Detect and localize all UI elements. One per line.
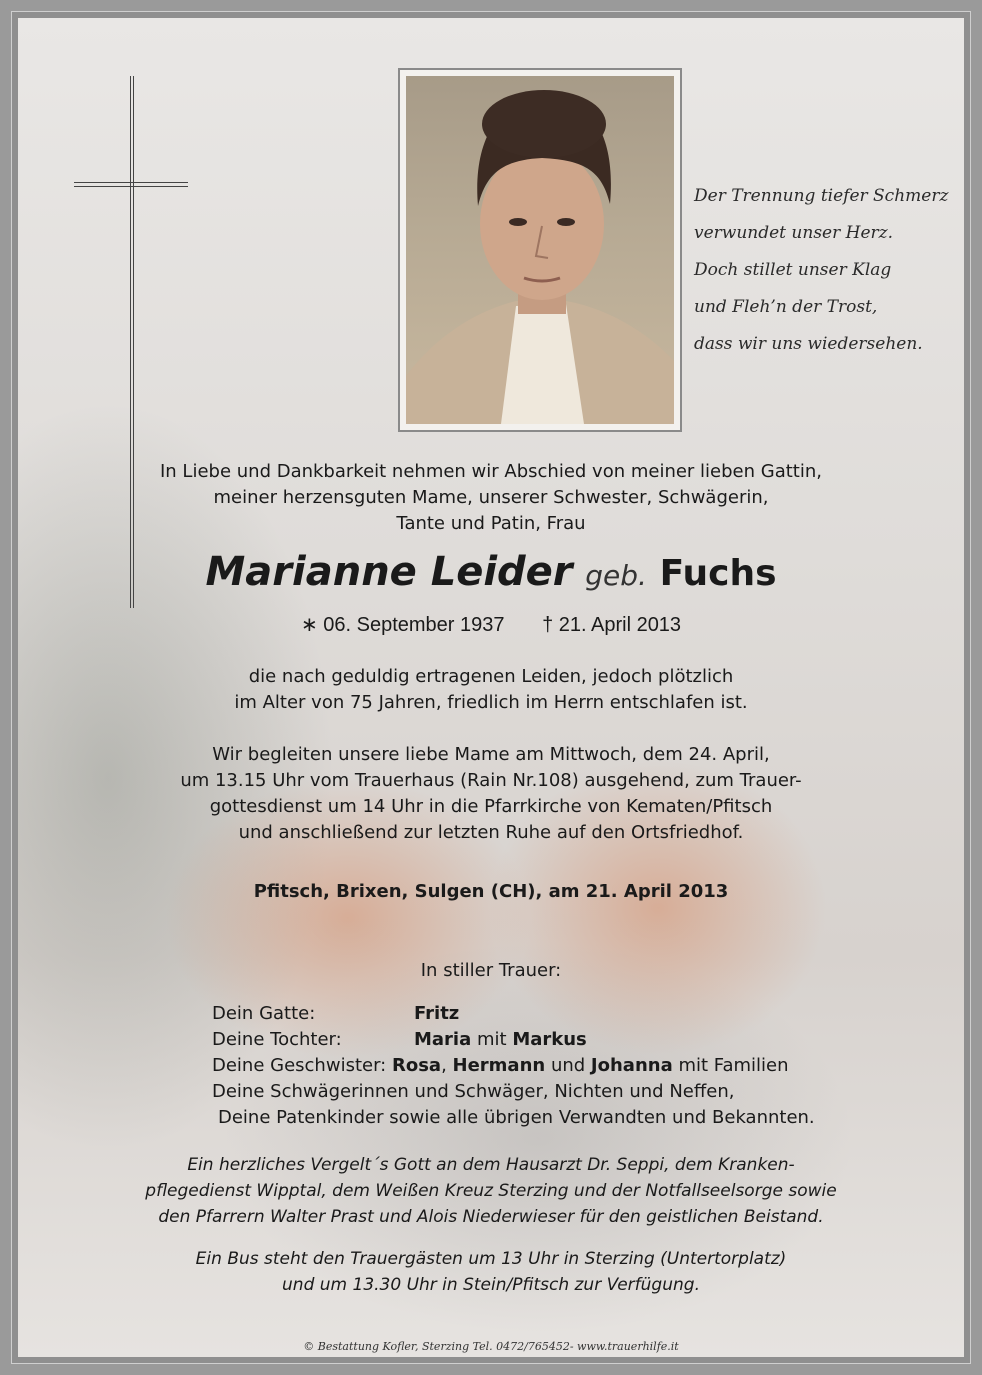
bus-text	[18, 1246, 964, 1298]
footer-credit: © Bestattung Kofler, Sterzing Tel. 0472/765452- www.trauerhilfe.it	[303, 1340, 679, 1353]
poem	[694, 178, 949, 363]
poem-line: und Fleh’n der Trost,	[694, 297, 878, 317]
family-member: Hermann	[452, 1055, 546, 1076]
poem-line: dass wir uns wiedersehen.	[694, 334, 923, 354]
family-row-siblings: Deine Geschwister: Rosa, Hermann und Johanna mit Familien	[212, 1055, 789, 1076]
intro-line: In Liebe und Dankbarkeit nehmen wir Abschied von meiner lieben Gattin,	[159, 461, 822, 482]
nee-label: geb.	[585, 559, 647, 592]
intro-text	[18, 459, 964, 537]
family-list	[212, 1001, 815, 1131]
birth-date: ∗ 06. September 1937	[300, 614, 505, 636]
funeral-text	[18, 742, 964, 846]
funeral-line: gottesdienst um 14 Uhr in die Pfarrkirche von Kematen/Pfitsch	[209, 796, 773, 817]
passing-text	[18, 664, 964, 716]
name: Marianne Leider	[205, 549, 573, 595]
thanks-line: pflegedienst Wipptal, dem Weißen Kreuz Sterzing und der Notfallseelsorge sowie	[145, 1181, 837, 1201]
passing-line: im Alter von 75 Jahren, friedlich im Herrn entschlafen ist.	[234, 692, 748, 713]
funeral-line: und anschließend zur letzten Ruhe auf den Ortsfriedhof.	[238, 822, 744, 843]
intro-line: Tante und Patin, Frau	[396, 513, 586, 534]
family-member: Rosa	[391, 1055, 442, 1076]
passing-line: die nach geduldig ertragenen Leiden, jedoch plötzlich	[248, 666, 734, 687]
life-dates	[18, 612, 964, 638]
place-date: Pfitsch, Brixen, Sulgen (CH), am 21. April 2013	[253, 881, 729, 902]
family-row-inlaws: Deine Schwägerinnen und Schwäger, Nichten und Neffen,	[212, 1081, 735, 1102]
mourning-title: In stiller Trauer:	[420, 960, 562, 981]
family-member: Fritz	[414, 1003, 460, 1024]
death-date: † 21. April 2013	[542, 614, 682, 636]
funeral-line: Wir begleiten unsere liebe Mame am Mittwoch, dem 24. April,	[212, 744, 770, 765]
poem-line: verwundet unser Herz.	[694, 223, 894, 243]
family-label: Deine Tochter:	[212, 1029, 342, 1050]
portrait-photo	[406, 76, 674, 424]
deceased-name	[18, 548, 964, 600]
poem-line: Doch stillet unser Klag	[694, 260, 892, 280]
family-member: Johanna	[590, 1055, 673, 1076]
funeral-line: um 13.15 Uhr vom Trauerhaus (Rain Nr.108) ausgehend, zum Trauer-	[180, 770, 802, 791]
obituary-card	[12, 12, 970, 1363]
family-label: Dein Gatte:	[212, 1003, 316, 1024]
poem-line: Der Trennung tiefer Schmerz	[694, 186, 949, 206]
family-connector: und	[550, 1055, 586, 1076]
family-row-godchildren: Deine Patenkinder sowie alle übrigen Verwandten und Bekannten.	[218, 1107, 815, 1128]
cross-icon-bar	[74, 182, 188, 187]
family-row-spouse	[212, 1001, 815, 1027]
thanks-line: den Pfarrern Walter Prast und Alois Niederwieser für den geistlichen Beistand.	[158, 1207, 824, 1227]
family-suffix: mit Familien	[678, 1055, 789, 1076]
family-member: Markus	[512, 1029, 587, 1050]
thanks-line: Ein herzliches Vergelt´s Gott an dem Hausarzt Dr. Seppi, dem Kranken-	[187, 1155, 795, 1175]
bus-line: und um 13.30 Uhr in Stein/Pfitsch zur Verfügung.	[282, 1275, 700, 1295]
bus-line: Ein Bus steht den Trauergästen um 13 Uhr in Sterzing (Untertorplatz)	[195, 1249, 787, 1269]
family-connector: mit	[477, 1029, 507, 1050]
maiden-name: Fuchs	[659, 553, 777, 594]
family-member: Maria	[414, 1029, 472, 1050]
family-label: Deine Geschwister:	[212, 1055, 387, 1076]
portrait-frame	[398, 68, 682, 432]
thanks-text	[18, 1152, 964, 1230]
portrait-illustration	[406, 76, 674, 424]
family-row-daughter	[212, 1027, 815, 1053]
intro-line: meiner herzensguten Mame, unserer Schwester, Schwägerin,	[213, 487, 769, 508]
